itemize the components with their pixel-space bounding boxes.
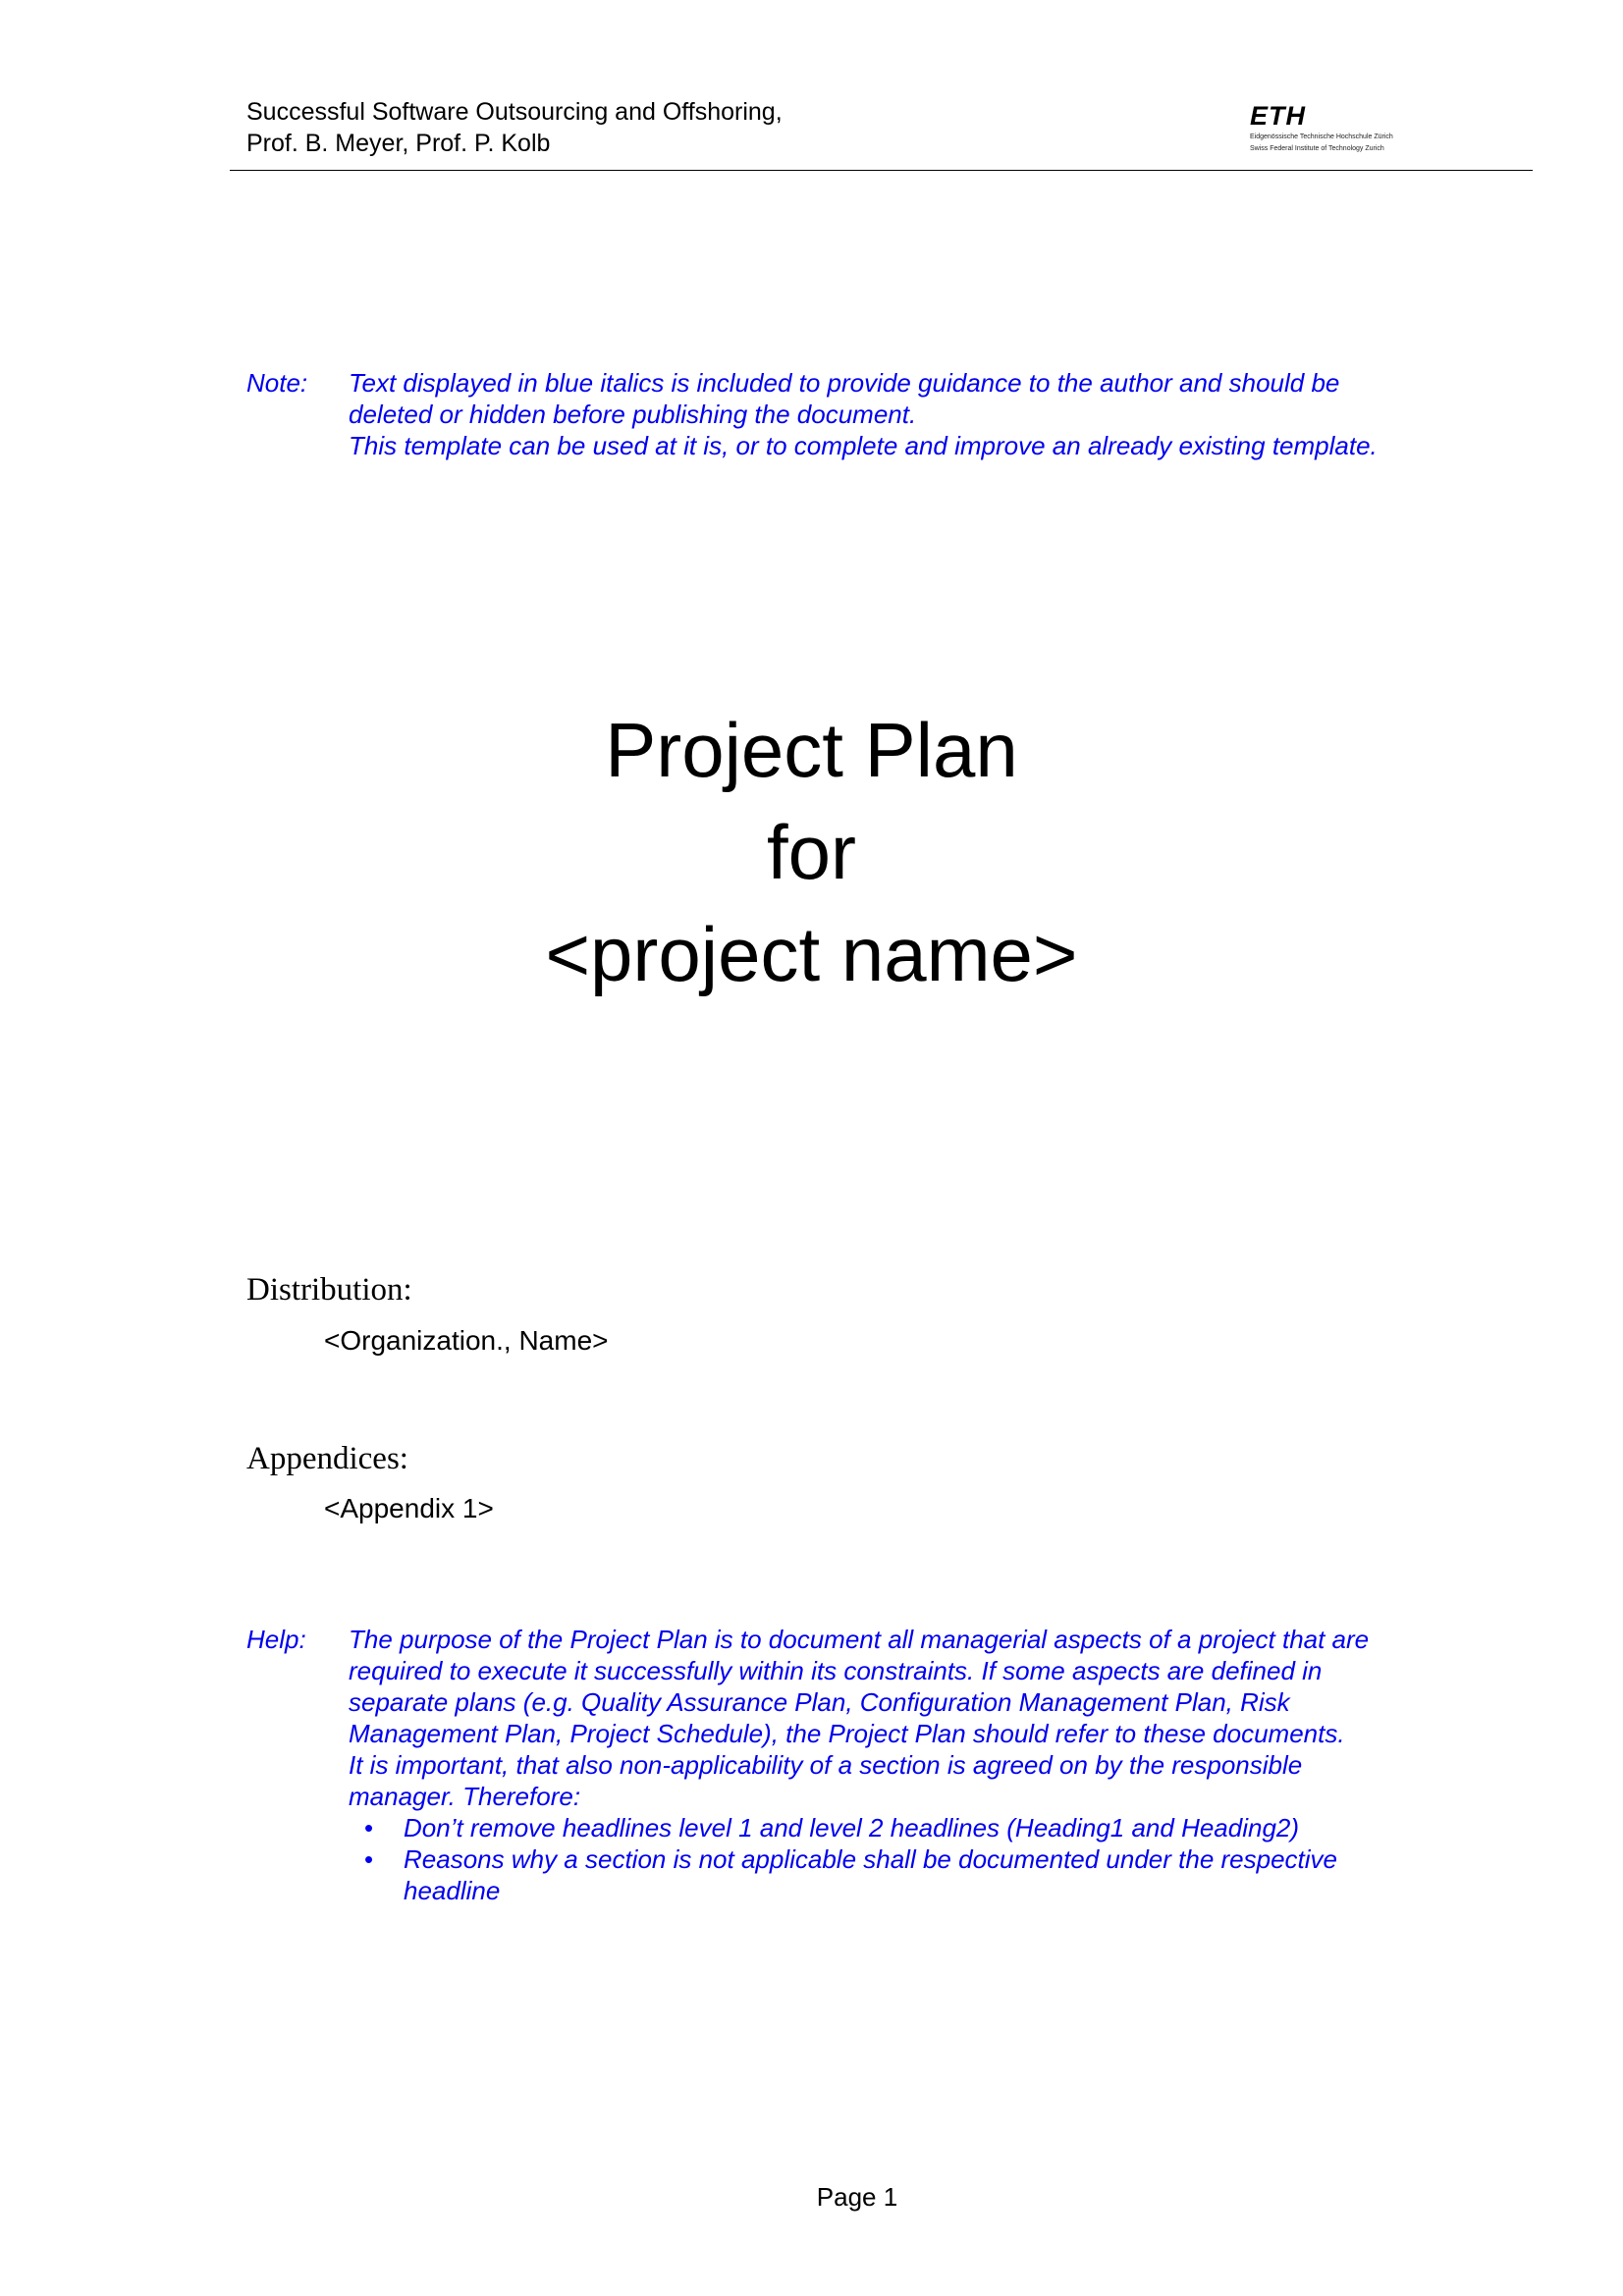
- eth-logo: [1250, 102, 1476, 163]
- note-paragraph-1: Text displayed in blue italics is included to provide guidance to the author and should be deleted or hidden before publishing the document.: [349, 368, 1340, 429]
- title-line-1: Project Plan: [605, 707, 1018, 793]
- help-paragraph-2: It is important, that also non-applicability of a section is agreed on by the responsible manager. Therefore:: [349, 1750, 1303, 1811]
- eth-logo-mark: ETH: [1250, 101, 1306, 131]
- help-body: [349, 1624, 1389, 1906]
- note-paragraph-2: This template can be used at it is, or to complete and improve an already existing template.: [349, 431, 1378, 460]
- distribution-label: Distribution:: [246, 1272, 412, 1308]
- help-bullet-text: Reasons why a section is not applicable shall be documented under the respective headline: [404, 1844, 1338, 1905]
- document-title: [0, 699, 1623, 1005]
- header-divider: [230, 170, 1533, 171]
- bullet-icon: •: [364, 1844, 374, 1874]
- help-label: Help:: [246, 1625, 306, 1654]
- title-line-2: for: [766, 809, 857, 895]
- header-course-title: Successful Software Outsourcing and Offshoring,: [246, 98, 783, 126]
- appendices-label: Appendices:: [246, 1441, 408, 1476]
- note-label: Note:: [246, 368, 308, 398]
- appendices-value: <Appendix 1>: [324, 1493, 494, 1523]
- note-block: [246, 367, 1425, 505]
- help-bullet-item: [349, 1843, 1389, 1906]
- help-bullet-list: [349, 1812, 1389, 1906]
- bullet-icon: •: [364, 1813, 374, 1842]
- help-block: [246, 1624, 1425, 1948]
- header-professors: Prof. B. Meyer, Prof. P. Kolb: [246, 130, 551, 157]
- eth-logo-subtitle-de: Eidgenössische Technische Hochschule Zürich: [1250, 133, 1393, 140]
- page-number: Page 1: [816, 2182, 898, 2212]
- title-line-3: <project name>: [545, 911, 1078, 997]
- note-body: [349, 367, 1389, 461]
- help-bullet-text: Don’t remove headlines level 1 and level 2 headlines (Heading1 and Heading2): [404, 1813, 1300, 1842]
- document-header: [246, 96, 783, 159]
- eth-logo-subtitle-en: Swiss Federal Institute of Technology Zurich: [1250, 145, 1384, 152]
- help-bullet-item: [349, 1812, 1389, 1843]
- help-paragraph-1: The purpose of the Project Plan is to document all managerial aspects of a project that are required to execute it successfully within its constraints. If some aspects are defined in separate plans (e.g. Quality Assurance Plan, Configuration Management Plan, Risk Management Plan, Project Schedule), the Project Plan should refer to these documents.: [349, 1625, 1370, 1748]
- distribution-value: <Organization., Name>: [324, 1325, 609, 1356]
